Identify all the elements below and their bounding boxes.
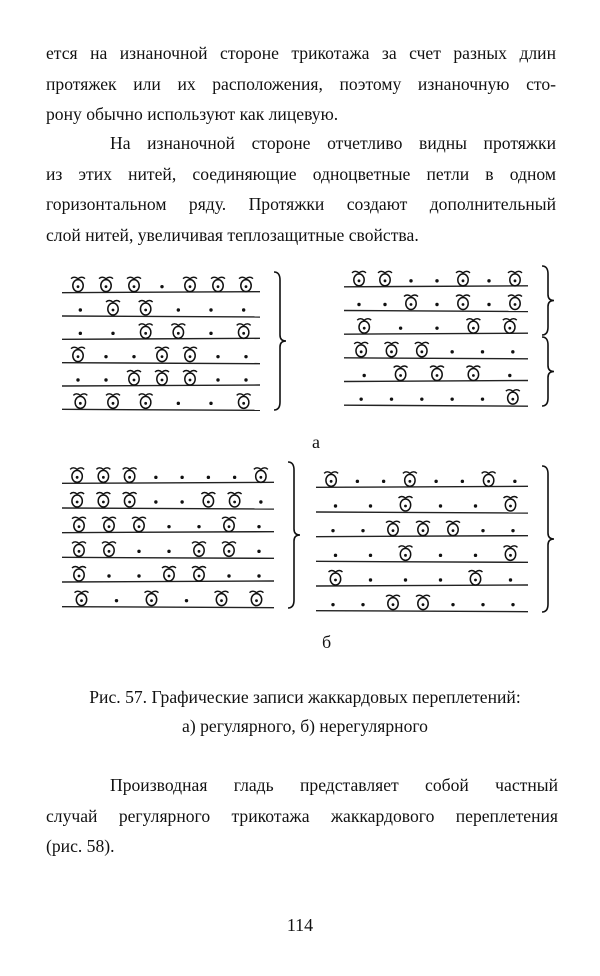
yarn-float-line <box>316 585 528 586</box>
float-dot-symbol <box>390 397 393 400</box>
stitch-loop-symbol <box>72 567 86 582</box>
float-dot-symbol <box>439 554 442 557</box>
float-dot-symbol <box>508 374 511 377</box>
stitch-loop-symbol <box>73 394 87 409</box>
float-dot-symbol <box>242 308 245 311</box>
float-dot-symbol <box>450 350 453 353</box>
float-dot-symbol <box>461 480 464 483</box>
float-dot-symbol <box>481 350 484 353</box>
float-dot-symbol <box>369 554 372 557</box>
float-dot-symbol <box>233 476 236 479</box>
float-dot-symbol <box>137 574 140 577</box>
stitch-loop-symbol <box>127 371 141 386</box>
stitch-loop-symbol <box>72 542 86 557</box>
float-dot-symbol <box>361 603 364 606</box>
stitch-loop-symbol <box>466 366 480 381</box>
stitch-loop-symbol <box>482 472 496 487</box>
yarn-float-line <box>62 363 260 364</box>
stitch-loop-symbol <box>171 324 185 339</box>
stitch-loop-symbol <box>352 271 366 286</box>
float-dot-symbol <box>382 480 385 483</box>
stitch-loop-symbol <box>469 571 483 586</box>
repeat-brace <box>274 272 286 410</box>
page-number: 114 <box>286 915 314 935</box>
stitch-loop-symbol <box>183 371 197 386</box>
stitch-loop-symbol <box>456 295 470 310</box>
float-dot-symbol <box>104 378 107 381</box>
stitch-loop-symbol <box>385 342 399 357</box>
yarn-float-line <box>62 338 260 339</box>
float-dot-symbol <box>511 603 514 606</box>
stitch-loop-symbol <box>394 366 408 381</box>
stitch-loop-symbol <box>71 277 85 292</box>
yarn-float-line <box>344 286 528 287</box>
float-dot-symbol <box>434 480 437 483</box>
stitch-loop-symbol <box>430 366 444 381</box>
stitch-loop-symbol <box>506 390 520 405</box>
float-dot-symbol <box>180 476 183 479</box>
stitch-loop-symbol <box>386 521 400 536</box>
panel-b-irregular-right <box>316 466 554 612</box>
float-dot-symbol <box>209 308 212 311</box>
float-dot-symbol <box>209 402 212 405</box>
float-dot-symbol <box>76 378 79 381</box>
stitch-loop-symbol <box>127 277 141 292</box>
stitch-loop-symbol <box>446 521 460 536</box>
stitch-loop-symbol <box>399 546 413 561</box>
float-dot-symbol <box>435 326 438 329</box>
float-dot-symbol <box>167 525 170 528</box>
stitch-loop-symbol <box>415 342 429 357</box>
paragraph-purl-side <box>46 128 556 250</box>
repeat-brace <box>288 462 300 608</box>
stitch-loop-symbol <box>254 468 268 483</box>
float-dot-symbol <box>481 397 484 400</box>
stitch-loop-symbol <box>96 493 110 508</box>
stitch-loop-symbol <box>99 277 113 292</box>
yarn-float-line <box>62 532 274 533</box>
stitch-loop-symbol <box>192 542 206 557</box>
float-dot-symbol <box>331 529 334 532</box>
float-dot-symbol <box>356 480 359 483</box>
float-dot-symbol <box>177 402 180 405</box>
float-dot-symbol <box>115 599 118 602</box>
stitch-loop-symbol <box>70 468 84 483</box>
yarn-float-line <box>62 557 274 558</box>
float-dot-symbol <box>257 574 260 577</box>
text-line: из этих нитей, соединяющие одноцветные петли в одном <box>46 163 556 184</box>
float-dot-symbol <box>481 603 484 606</box>
stitch-loop-symbol <box>237 324 251 339</box>
float-dot-symbol <box>435 279 438 282</box>
stitch-loop-symbol <box>239 277 253 292</box>
panel-a-regular-right <box>344 266 554 406</box>
stitch-loop-symbol <box>192 567 206 582</box>
stitch-loop-symbol <box>222 517 236 532</box>
float-dot-symbol <box>334 504 337 507</box>
stitch-loop-symbol <box>183 347 197 362</box>
figure-caption <box>40 683 570 741</box>
float-dot-symbol <box>107 574 110 577</box>
stitch-loop-symbol <box>183 277 197 292</box>
float-dot-symbol <box>209 332 212 335</box>
float-dot-symbol <box>383 303 386 306</box>
float-dot-symbol <box>511 529 514 532</box>
stitch-loop-symbol <box>354 342 368 357</box>
yarn-float-line <box>344 358 528 359</box>
paragraph-continued <box>46 38 556 130</box>
text-line: случай регулярного трикотажа жаккардового переплетения <box>46 805 558 826</box>
stitch-loop-symbol <box>416 521 430 536</box>
float-dot-symbol <box>435 303 438 306</box>
yarn-float-line <box>62 409 260 410</box>
stitch-loop-symbol <box>237 394 251 409</box>
stitch-loop-symbol <box>155 347 169 362</box>
stitch-loop-symbol <box>404 295 418 310</box>
stitch-loop-symbol <box>139 324 153 339</box>
float-dot-symbol <box>334 554 337 557</box>
float-dot-symbol <box>137 550 140 553</box>
float-dot-symbol <box>487 303 490 306</box>
stitch-loop-symbol <box>132 517 146 532</box>
yarn-float-line <box>316 561 528 562</box>
stitch-loop-symbol <box>201 493 215 508</box>
float-dot-symbol <box>439 578 442 581</box>
stitch-loop-symbol <box>508 271 522 286</box>
text-line: рону обычно используют как лицевую. <box>46 104 339 125</box>
repeat-brace <box>542 466 554 612</box>
yarn-float-line <box>344 333 528 334</box>
float-dot-symbol <box>404 578 407 581</box>
yarn-float-line <box>316 486 528 487</box>
stitch-loop-symbol <box>72 517 86 532</box>
yarn-float-line <box>344 311 528 312</box>
stitch-loop-symbol <box>123 468 137 483</box>
float-dot-symbol <box>474 554 477 557</box>
stitch-loop-symbol <box>329 571 343 586</box>
float-dot-symbol <box>420 397 423 400</box>
yarn-float-line <box>344 405 528 406</box>
text-line: На изнаночной стороне отчетливо видны протяжки <box>110 133 556 153</box>
float-dot-symbol <box>207 476 210 479</box>
stitch-loop-symbol <box>416 595 430 610</box>
stitch-loop-symbol <box>102 517 116 532</box>
stitch-loop-symbol <box>139 394 153 409</box>
float-dot-symbol <box>154 500 157 503</box>
figure-caption-title: Рис. 57. Графические записи жаккардовых переплетений: <box>89 687 521 707</box>
float-dot-symbol <box>180 500 183 503</box>
stitch-loop-symbol <box>378 271 392 286</box>
text-line: Производная гладь представляет собой частный <box>110 775 558 795</box>
float-dot-symbol <box>154 476 157 479</box>
float-dot-symbol <box>111 332 114 335</box>
float-dot-symbol <box>331 603 334 606</box>
float-dot-symbol <box>167 550 170 553</box>
yarn-float-line <box>316 611 528 612</box>
float-dot-symbol <box>509 578 512 581</box>
repeat-brace <box>542 337 554 406</box>
stitch-loop-symbol <box>222 542 236 557</box>
stitch-loop-symbol <box>504 546 518 561</box>
float-dot-symbol <box>481 529 484 532</box>
stitch-loop-symbol <box>75 591 89 606</box>
stitch-loop-symbol <box>324 472 338 487</box>
float-dot-symbol <box>185 599 188 602</box>
yarn-float-line <box>316 512 528 513</box>
text-line: ется на изнаночной стороне трикотажа за счет разных длин <box>46 43 556 63</box>
paragraph-derived-stitch <box>46 770 558 862</box>
float-dot-symbol <box>244 355 247 358</box>
stitch-loop-symbol <box>250 591 264 606</box>
stitch-loop-symbol <box>139 301 153 316</box>
figure-caption-subtitle: а) регулярного, б) нерегулярного <box>182 716 428 736</box>
stitch-loop-symbol <box>70 493 84 508</box>
stitch-loop-symbol <box>403 472 417 487</box>
float-dot-symbol <box>244 378 247 381</box>
stitch-loop-symbol <box>399 497 413 512</box>
float-dot-symbol <box>132 355 135 358</box>
yarn-float-line <box>62 316 260 317</box>
float-dot-symbol <box>363 374 366 377</box>
stitch-loop-symbol <box>508 295 522 310</box>
float-dot-symbol <box>511 350 514 353</box>
figure-label-b: б <box>322 632 332 652</box>
stitch-loop-symbol <box>466 319 480 334</box>
yarn-float-line <box>62 508 274 509</box>
float-dot-symbol <box>259 500 262 503</box>
yarn-float-line <box>62 292 260 293</box>
float-dot-symbol <box>399 326 402 329</box>
float-dot-symbol <box>197 525 200 528</box>
stitch-loop-symbol <box>96 468 110 483</box>
float-dot-symbol <box>409 279 412 282</box>
stitch-loop-symbol <box>357 319 371 334</box>
float-dot-symbol <box>79 308 82 311</box>
float-dot-symbol <box>513 480 516 483</box>
stitch-loop-symbol <box>215 591 229 606</box>
float-dot-symbol <box>160 285 163 288</box>
text-line: слой нитей, увеличивая теплозащитные свойства. <box>46 224 419 245</box>
stitch-loop-symbol <box>106 394 120 409</box>
panel-a-regular-left <box>62 272 286 410</box>
float-dot-symbol <box>487 279 490 282</box>
text-line: горизонтальном ряду. Протяжки создают дополнительный <box>46 194 556 215</box>
float-dot-symbol <box>474 504 477 507</box>
text-line: протяжек или их расположения, поэтому изнаночную сто- <box>46 73 556 94</box>
float-dot-symbol <box>357 303 360 306</box>
float-dot-symbol <box>450 397 453 400</box>
float-dot-symbol <box>451 603 454 606</box>
stitch-loop-symbol <box>503 319 517 334</box>
float-dot-symbol <box>369 578 372 581</box>
stitch-loop-symbol <box>162 567 176 582</box>
figure-label-a: а <box>312 432 320 452</box>
stitch-loop-symbol <box>102 542 116 557</box>
float-dot-symbol <box>257 525 260 528</box>
stitch-loop-symbol <box>106 301 120 316</box>
stitch-loop-symbol <box>123 493 137 508</box>
float-dot-symbol <box>227 574 230 577</box>
float-dot-symbol <box>216 378 219 381</box>
stitch-loop-symbol <box>71 347 85 362</box>
stitch-loop-symbol <box>211 277 225 292</box>
float-dot-symbol <box>369 504 372 507</box>
float-dot-symbol <box>257 550 260 553</box>
stitch-loop-symbol <box>145 591 159 606</box>
panel-b-irregular-left <box>62 462 300 608</box>
repeat-brace <box>542 266 554 335</box>
float-dot-symbol <box>216 355 219 358</box>
float-dot-symbol <box>361 529 364 532</box>
text-line: (рис. 58). <box>46 836 115 857</box>
float-dot-symbol <box>359 397 362 400</box>
float-dot-symbol <box>439 504 442 507</box>
stitch-loop-symbol <box>155 371 169 386</box>
float-dot-symbol <box>177 308 180 311</box>
jacquard-notation-figure <box>0 250 600 670</box>
stitch-loop-symbol <box>228 493 242 508</box>
stitch-loop-symbol <box>456 271 470 286</box>
yarn-float-line <box>62 607 274 608</box>
float-dot-symbol <box>104 355 107 358</box>
stitch-loop-symbol <box>386 595 400 610</box>
stitch-loop-symbol <box>504 497 518 512</box>
yarn-float-line <box>62 482 274 483</box>
float-dot-symbol <box>79 332 82 335</box>
